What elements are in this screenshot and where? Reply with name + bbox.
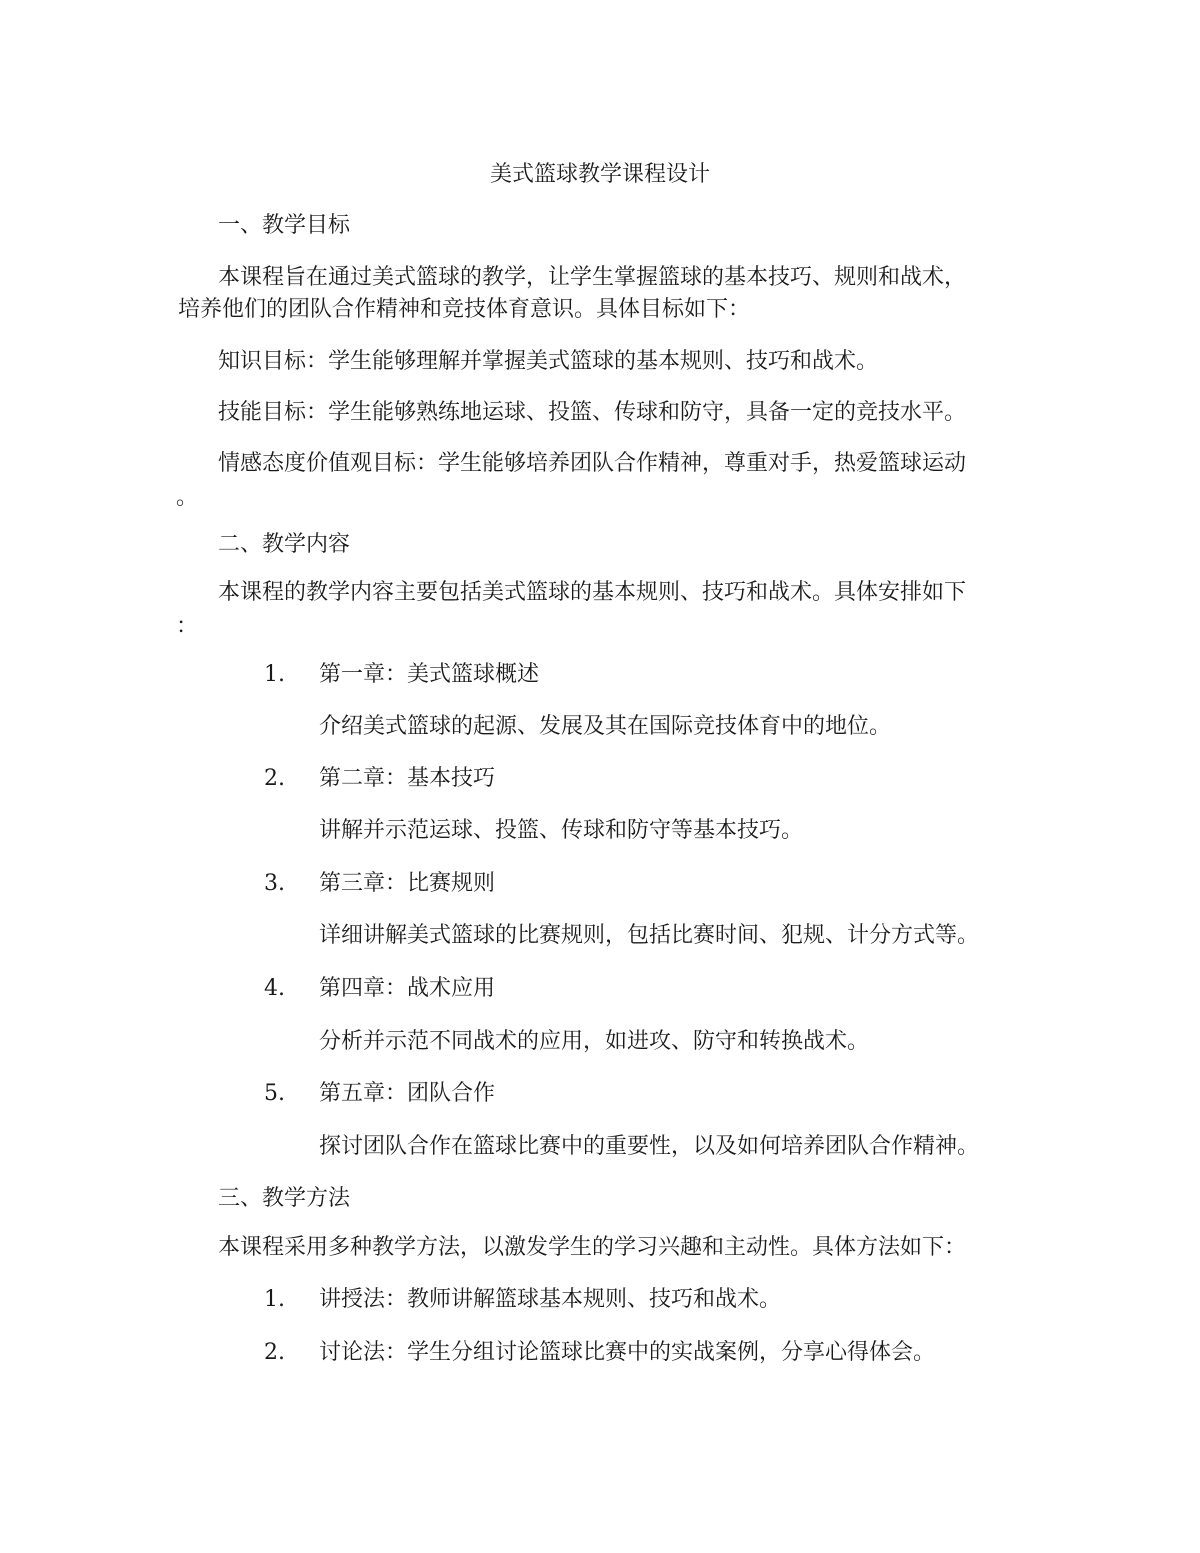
paragraph-line: 本课程旨在通过美式篮球的教学，让学生掌握篮球的基本技巧、规则和战术， [218, 265, 967, 290]
goal-knowledge: 知识目标：学生能够理解并掌握美式篮球的基本规则、技巧和战术。 [218, 349, 879, 374]
paragraph-line: 培养他们的团队合作精神和竞技体育意识。具体目标如下： [178, 297, 751, 322]
chapter-title: 第三章：比赛规则 [319, 871, 496, 896]
chapter-title: 第四章：战术应用 [319, 976, 496, 1001]
list-number: 2. [264, 766, 285, 791]
paragraph-line: 本课程的教学内容主要包括美式篮球的基本规则、技巧和战术。具体安排如下 [218, 580, 967, 605]
paragraph-line: 本课程采用多种教学方法，以激发学生的学习兴趣和主动性。具体方法如下： [218, 1235, 967, 1260]
chapter-desc: 讲解并示范运球、投篮、传球和防守等基本技巧。 [319, 818, 804, 843]
chapter-title: 第五章：团队合作 [319, 1081, 496, 1106]
chapter-title: 第二章：基本技巧 [319, 766, 496, 791]
section-heading: 三、教学方法 [218, 1186, 351, 1211]
goal-attitude-continuation: 。 [176, 485, 199, 510]
paragraph-line: ： [176, 614, 199, 639]
list-number: 1. [264, 662, 285, 687]
goal-skill: 技能目标：学生能够熟练地运球、投篮、传球和防守，具备一定的竞技水平。 [218, 400, 967, 425]
chapter-desc: 探讨团队合作在篮球比赛中的重要性，以及如何培养团队合作精神。 [319, 1134, 980, 1159]
list-number: 2. [264, 1340, 285, 1365]
section-heading: 二、教学内容 [218, 532, 351, 557]
chapter-desc: 分析并示范不同战术的应用，如进攻、防守和转换战术。 [319, 1029, 870, 1054]
list-number: 4. [264, 976, 285, 1001]
chapter-desc: 介绍美式篮球的起源、发展及其在国际竞技体育中的地位。 [319, 714, 892, 739]
goal-attitude: 情感态度价值观目标：学生能够培养团队合作精神，尊重对手，热爱篮球运动 [218, 451, 967, 476]
section-heading: 一、教学目标 [218, 213, 351, 238]
method-item: 讨论法：学生分组讨论篮球比赛中的实战案例，分享心得体会。 [319, 1340, 936, 1365]
chapter-desc: 详细讲解美式篮球的比赛规则，包括比赛时间、犯规、计分方式等。 [319, 923, 980, 948]
list-number: 1. [264, 1287, 285, 1312]
method-item: 讲授法：教师讲解篮球基本规则、技巧和战术。 [319, 1287, 782, 1312]
page-title: 美式篮球教学课程设计 [489, 162, 710, 187]
list-number: 3. [264, 871, 285, 896]
chapter-title: 第一章：美式篮球概述 [319, 662, 540, 687]
list-number: 5. [264, 1081, 285, 1106]
